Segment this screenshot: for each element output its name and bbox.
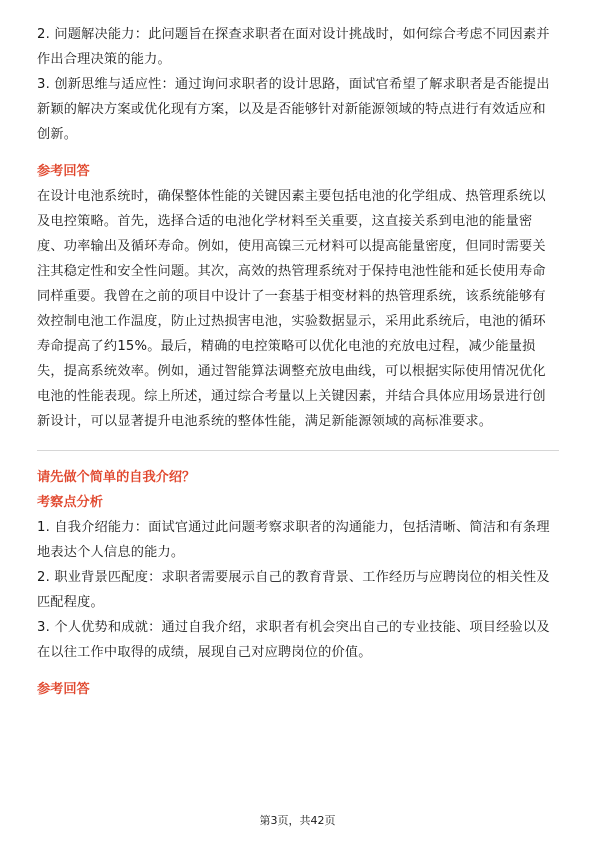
reference-answer-heading: 参考回答 bbox=[37, 164, 90, 179]
analysis-point-2b: 2. 职业背景匹配度：求职者需要展示自己的教育背景、工作经历与应聘岗位的相关性及匹配程度。 bbox=[37, 570, 550, 610]
analysis-point-2: 2. 问题解决能力：此问题旨在探查求职者在面对设计挑战时，如何综合考虑不同因素并作出合理决策的能力。 bbox=[37, 27, 550, 67]
reference-answer-heading-2: 参考回答 bbox=[37, 682, 90, 697]
page-content bbox=[37, 22, 559, 702]
question-title: 请先做个简单的自我介绍？ bbox=[37, 470, 196, 485]
section-divider bbox=[37, 450, 559, 451]
reference-answer-text: 在设计电池系统时，确保整体性能的关键因素主要包括电池的化学组成、热管理系统以及电控策略。首先，选择合适的电池化学材料至关重要，这直接关系到电池的能量密度、功率输出及循环寿命。例如，使用高镍三元材料可以提高能量密度，但同时需要关注其稳定性和安全性问题。其次，高效的热管理系统对于保持电池性能和延长使用寿命同样重要。我曾在之前的项目中设计了一套基于相变材料的热管理系统，该系统能够有效控制电池工作温度，防止过热损害电池，实验数据显示，采用此系统后，电池的循环寿命提高了约15%。最后，精确的电控策略可以优化电池的充放电过程，减少能量损失，提高系统效率。例如，通过智能算法调整充放电曲线，可以根据实际使用情况优化电池的性能表现。综上所述，通过综合考量以上关键因素，并结合具体应用场景进行创新设计，可以显著提升电池系统的整体性能，满足新能源领域的高标准要求。 bbox=[37, 189, 546, 429]
analysis-point-3: 3. 创新思维与适应性：通过询问求职者的设计思路，面试官希望了解求职者是否能提出新颖的解决方案或优化现有方案，以及是否能够针对新能源领域的特点进行有效适应和创新。 bbox=[37, 77, 550, 142]
analysis-heading: 考察点分析 bbox=[37, 495, 103, 510]
analysis-point-3b: 3. 个人优势和成就：通过自我介绍，求职者有机会突出自己的专业技能、项目经验以及在以往工作中取得的成绩，展现自己对应聘岗位的价值。 bbox=[37, 620, 550, 660]
analysis-point-1: 1. 自我介绍能力：面试官通过此问题考察求职者的沟通能力，包括清晰、简洁和有条理地表达个人信息的能力。 bbox=[37, 520, 550, 560]
page-number: 第3页，共42页 bbox=[259, 814, 336, 827]
